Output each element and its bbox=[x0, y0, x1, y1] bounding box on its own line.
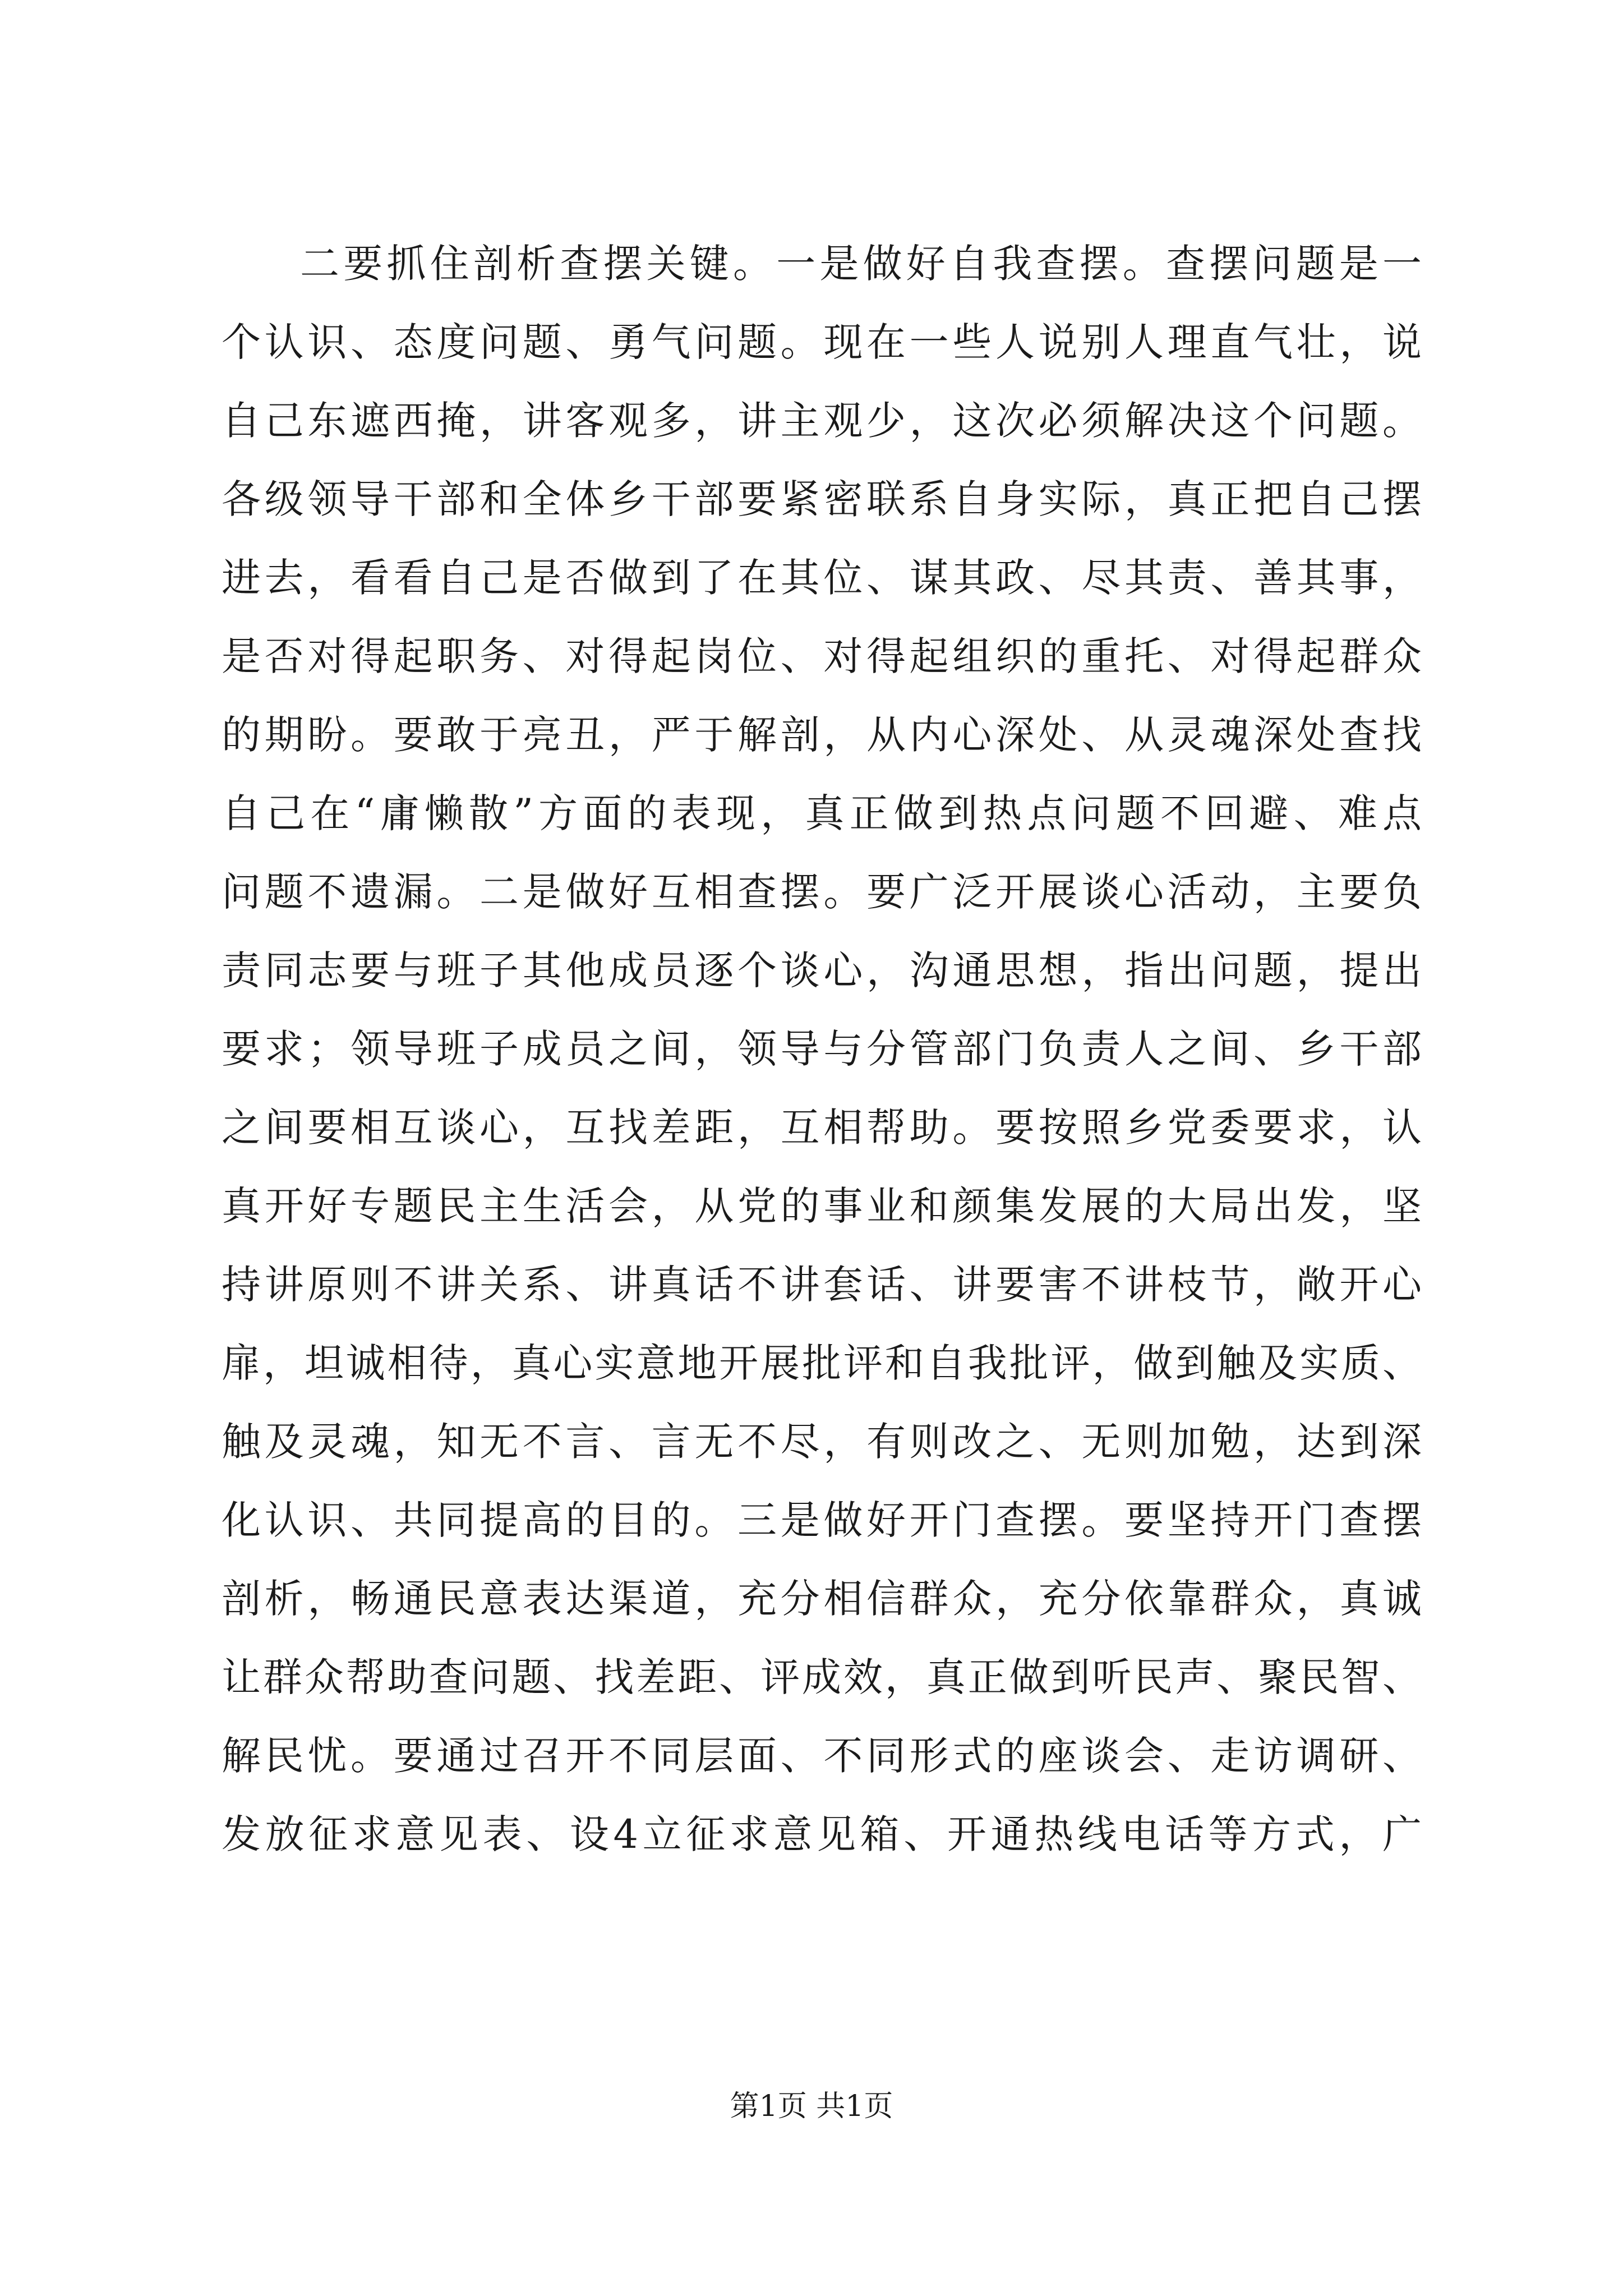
paragraph-line: 进去，看看自己是否做到了在其位、谋其政、尽其责、善其事， bbox=[222, 555, 1422, 601]
paragraph-line: 各级领导干部和全体乡干部要紧密联系自身实际，真正把自己摆 bbox=[222, 476, 1422, 522]
paragraph-line: 扉，坦诚相待，真心实意地开展批评和自我批评，做到触及实质、 bbox=[222, 1340, 1422, 1386]
paragraph-line: 是否对得起职务、对得起岗位、对得起组织的重托、对得起群众 bbox=[222, 633, 1422, 679]
paragraph-line: 二要抓住剖析查摆关键。一是做好自我查摆。查摆问题是一 bbox=[300, 241, 1422, 287]
paragraph-line: 个认识、态度问题、勇气问题。现在一些人说别人理直气壮，说 bbox=[222, 319, 1422, 365]
paragraph-line: 化认识、共同提高的目的。三是做好开门查摆。要坚持开门查摆 bbox=[222, 1497, 1422, 1543]
paragraph-line: 责同志要与班子其他成员逐个谈心，沟通思想，指出问题，提出 bbox=[222, 947, 1422, 993]
paragraph-line: 剖析，畅通民意表达渠道，充分相信群众，充分依靠群众，真诚 bbox=[222, 1576, 1422, 1622]
paragraph-line: 的期盼。要敢于亮丑，严于解剖，从内心深处、从灵魂深处查找 bbox=[222, 712, 1422, 758]
body-paragraph bbox=[222, 224, 1422, 1874]
paragraph-line: 触及灵魂，知无不言、言无不尽，有则改之、无则加勉，达到深 bbox=[222, 1419, 1422, 1465]
page-footer bbox=[0, 2087, 1623, 2126]
paragraph-line: 自己在“庸懒散”方面的表现，真正做到热点问题不回避、难点 bbox=[222, 790, 1422, 836]
paragraph-line: 真开好专题民主生活会，从党的事业和颜集发展的大局出发，坚 bbox=[222, 1183, 1422, 1229]
paragraph-line: 问题不遗漏。二是做好互相查摆。要广泛开展谈心活动，主要负 bbox=[222, 869, 1422, 915]
page-number-label: 第1页 共1页 bbox=[730, 2090, 893, 2123]
paragraph-line: 发放征求意见表、设4立征求意见箱、开通热线电话等方式，广 bbox=[222, 1811, 1422, 1857]
paragraph-line: 要求；领导班子成员之间，领导与分管部门负责人之间、乡干部 bbox=[222, 1026, 1422, 1072]
paragraph-line: 自己东遮西掩，讲客观多，讲主观少，这次必须解决这个问题。 bbox=[222, 398, 1422, 444]
paragraph-line: 让群众帮助查问题、找差距、评成效，真正做到听民声、聚民智、 bbox=[222, 1654, 1422, 1700]
paragraph-line: 持讲原则不讲关系、讲真话不讲套话、讲要害不讲枝节，敞开心 bbox=[222, 1262, 1422, 1308]
paragraph-line: 解民忧。要通过召开不同层面、不同形式的座谈会、走访调研、 bbox=[222, 1733, 1422, 1779]
paragraph-line: 之间要相互谈心，互找差距，互相帮助。要按照乡党委要求，认 bbox=[222, 1105, 1422, 1151]
